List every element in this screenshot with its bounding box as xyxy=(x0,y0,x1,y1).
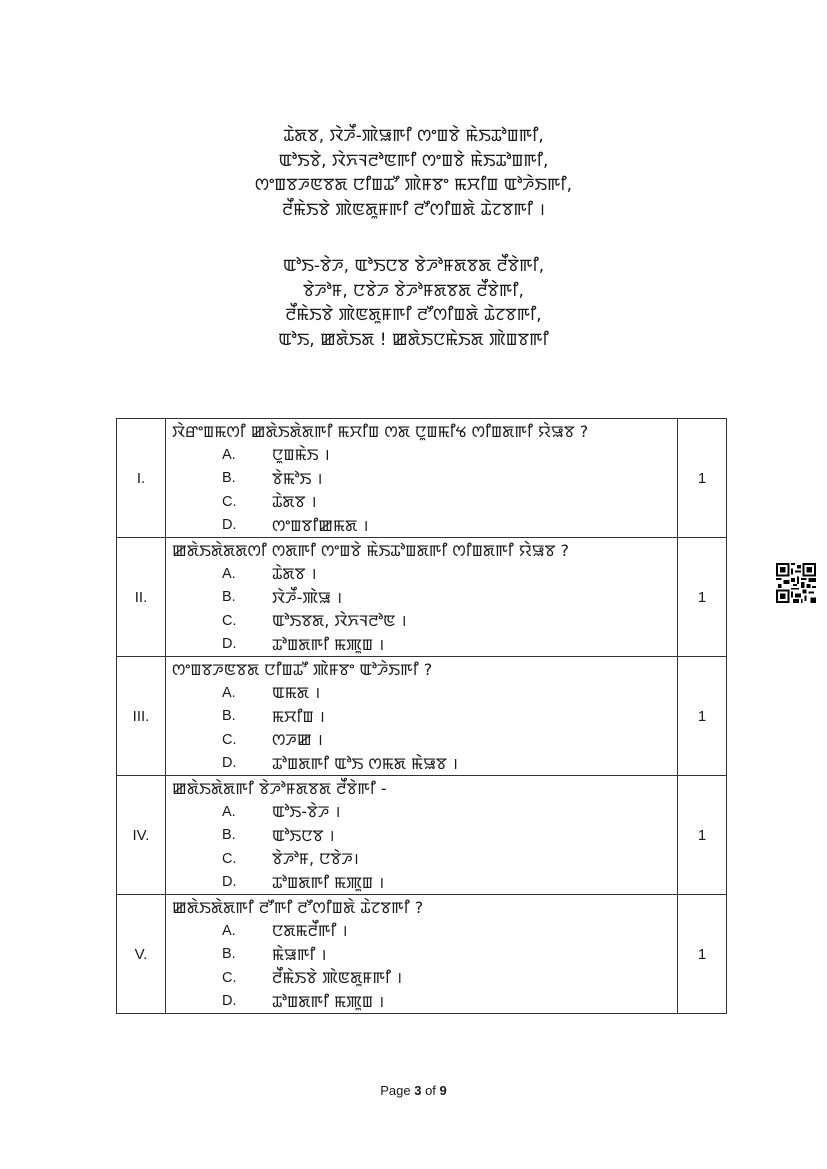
option-text: ꯊꯣꯡꯗꯒꯤ ꯃꯄꯨꯡ । xyxy=(272,872,385,892)
option-list xyxy=(166,800,677,894)
option-text: ꯁꯍꯀ । xyxy=(272,730,323,750)
question-body xyxy=(166,538,678,657)
option-text: ꯊꯣꯡꯗꯒꯤ ꯃꯄꯨꯡ । xyxy=(272,991,385,1011)
option-letter: D. xyxy=(222,755,237,772)
option-list xyxy=(166,443,677,537)
option-text: ꯕꯥꯍꯣꯝ, ꯅꯕꯥꯍ। xyxy=(272,849,359,869)
question-table xyxy=(116,418,727,1014)
poem-line: ꯊꯥꯗꯕ, ꯋꯥꯍꯩ-ꯄꯥꯎꯒꯤ ꯁꯦꯡꯕꯥ ꯃꯥꯏꯊꯣꯡꯒꯤ, xyxy=(283,126,544,146)
poem-line: ꯑꯣꯏ-ꯕꯥꯍ, ꯑꯣꯏꯅꯕ ꯕꯥꯍꯣꯝꯗꯕꯗ ꯂꯩꯕꯥꯒꯤ, xyxy=(282,256,545,276)
option-b xyxy=(166,824,677,848)
option-d xyxy=(166,752,677,776)
question-text: ꯀꯗꯥꯏꯗꯥꯗꯗꯁꯤ ꯁꯗꯒꯤ ꯁꯦꯡꯕꯥ ꯃꯥꯏꯊꯣꯡꯗꯒꯤ ꯁꯤꯡꯗꯒꯤ ꯌꯥꯎꯕ ? xyxy=(172,541,570,560)
option-a xyxy=(166,562,677,586)
question-number: IV. xyxy=(117,776,166,895)
option-letter: B. xyxy=(222,946,236,963)
option-letter: A. xyxy=(222,446,236,463)
option-letter: B. xyxy=(222,589,236,606)
question-row xyxy=(117,419,727,538)
question-text: ꯀꯗꯥꯏꯗꯥꯗꯒꯤ ꯕꯥꯍꯣꯝꯗꯕꯗ ꯂꯩꯕꯥꯒꯤ - xyxy=(172,779,387,798)
option-letter: D. xyxy=(222,993,237,1010)
option-b xyxy=(166,943,677,967)
option-text: ꯃꯆꯤꯡ । xyxy=(272,706,325,726)
question-row xyxy=(117,895,727,1014)
question-text: ꯁꯦꯡꯕꯍꯟꯕꯗ ꯅꯤꯡꯊꯧ ꯄꯥꯝꯕꯦ ꯑꯣꯍꯥꯏꯒꯤ ? xyxy=(172,660,433,679)
option-letter: C. xyxy=(222,969,237,986)
question-row xyxy=(117,538,727,657)
option-text: ꯑꯣꯏ-ꯕꯥꯍ । xyxy=(272,802,341,822)
poem-line: ꯑꯣꯏ, ꯀꯗꯥꯏꯗ ! ꯀꯗꯥꯏꯅꯃꯥꯏꯗ ꯄꯥꯡꯕꯒꯤ xyxy=(278,329,549,350)
option-a xyxy=(166,681,677,705)
question-body xyxy=(166,895,678,1014)
option-a xyxy=(166,443,677,467)
qr-code-icon xyxy=(776,563,816,603)
option-letter: C. xyxy=(222,731,237,748)
poem-stanza-1 xyxy=(0,124,827,222)
option-b xyxy=(166,705,677,729)
option-letter: A. xyxy=(222,803,236,820)
option-letter: C. xyxy=(222,850,237,867)
option-c xyxy=(166,847,677,871)
question-row xyxy=(117,657,727,776)
question-text: ꯋꯥꯔꯦꯡꯃꯁꯤ ꯀꯗꯥꯏꯗꯥꯗꯒꯤ ꯃꯆꯤꯡ ꯁꯗ ꯅꯨꯡꯃꯤꯠ ꯁꯤꯡꯗꯒꯤ ꯌꯥꯎꯕ ? xyxy=(172,422,589,441)
question-number: III. xyxy=(117,657,166,776)
option-d xyxy=(166,633,677,657)
option-letter: B. xyxy=(222,827,236,844)
option-d xyxy=(166,990,677,1014)
option-text: ꯅꯨꯡꯃꯥꯏ । xyxy=(272,445,330,465)
page-footer xyxy=(0,1083,827,1098)
option-letter: B. xyxy=(222,708,236,725)
option-text: ꯊꯣꯡꯗꯒꯤ ꯑꯣꯏ ꯁꯃꯗ ꯃꯥꯎꯕ । xyxy=(272,753,458,773)
option-text: ꯕꯥꯃꯣꯏ । xyxy=(272,468,323,488)
question-row xyxy=(117,776,727,895)
option-a xyxy=(166,800,677,824)
option-list xyxy=(166,681,677,775)
option-letter: A. xyxy=(222,565,236,582)
poem-line: ꯑꯣꯏꯕꯥ, ꯋꯥꯈꯜꯂꯣꯟꯒꯤ ꯁꯦꯡꯕꯥ ꯃꯥꯏꯊꯣꯡꯒꯤ, xyxy=(278,150,549,171)
option-text: ꯑꯃꯗ । xyxy=(272,683,321,703)
current-page: 3 xyxy=(414,1083,422,1098)
poem-line: ꯂꯩꯃꯥꯏꯕꯥ ꯄꯥꯟꯗꯨꯝꯒꯤ ꯂꯧꯁꯤꯡꯗꯥ ꯊꯥꯖꯕꯒꯤ, xyxy=(285,305,542,325)
question-number: I. xyxy=(117,419,166,538)
option-d xyxy=(166,871,677,895)
option-text: ꯂꯩꯃꯥꯏꯕꯥ ꯄꯥꯟꯗꯨꯝꯒꯤ । xyxy=(272,968,403,988)
option-text: ꯊꯥꯗꯕ । xyxy=(272,492,317,512)
option-text: ꯁꯦꯡꯕꯤꯀꯃꯗ । xyxy=(272,515,369,535)
option-letter: C. xyxy=(222,612,237,629)
option-d xyxy=(166,514,677,538)
option-letter: B. xyxy=(222,470,236,487)
option-a xyxy=(166,919,677,943)
question-number: II. xyxy=(117,538,166,657)
option-letter: A. xyxy=(222,922,236,939)
option-text: ꯊꯣꯡꯗꯒꯤ ꯃꯄꯨꯡ । xyxy=(272,634,385,654)
poem-line: ꯁꯦꯡꯕꯍꯟꯕꯗ ꯅꯤꯡꯊꯧ ꯄꯥꯝꯕꯦ ꯃꯆꯤꯡ ꯑꯣꯍꯥꯏꯒꯤ, xyxy=(254,175,573,195)
option-text: ꯊꯥꯗꯕ । xyxy=(272,564,317,584)
question-body xyxy=(166,657,678,776)
option-b xyxy=(166,586,677,610)
question-body xyxy=(166,776,678,895)
question-marks: 1 xyxy=(678,538,727,657)
total-pages: 9 xyxy=(439,1083,447,1098)
option-text: ꯅꯗꯃꯂꯩꯒꯤ । xyxy=(272,921,348,941)
of-word: of xyxy=(425,1083,436,1098)
option-c xyxy=(166,490,677,514)
question-body xyxy=(166,419,678,538)
question-text: ꯀꯗꯥꯏꯗꯥꯗꯒꯤ ꯂꯧꯒꯤ ꯂꯧꯁꯤꯡꯗꯥ ꯊꯥꯖꯕꯒꯤ ? xyxy=(172,898,424,917)
option-c xyxy=(166,728,677,752)
option-c xyxy=(166,609,677,633)
option-letter: D. xyxy=(222,874,237,891)
option-letter: A. xyxy=(222,684,236,701)
poem-line: ꯕꯥꯍꯣꯝ, ꯅꯕꯥꯍ ꯕꯥꯍꯣꯝꯗꯕꯗ ꯂꯩꯕꯥꯒꯤ, xyxy=(303,280,524,301)
option-text: ꯋꯥꯍꯩ-ꯄꯥꯎ । xyxy=(272,587,343,607)
question-marks: 1 xyxy=(678,657,727,776)
poem-stanza-2 xyxy=(0,254,827,352)
option-c xyxy=(166,966,677,990)
option-list xyxy=(166,919,677,1013)
page-word: Page xyxy=(380,1083,411,1098)
question-number: V. xyxy=(117,895,166,1014)
option-letter: C. xyxy=(222,493,237,510)
option-list xyxy=(166,562,677,656)
option-b xyxy=(166,467,677,491)
option-text: ꯃꯥꯎꯒꯤ । xyxy=(272,944,327,964)
question-marks: 1 xyxy=(678,895,727,1014)
question-marks: 1 xyxy=(678,419,727,538)
option-text: ꯑꯣꯏꯕꯗ, ꯋꯥꯈꯜꯂꯣꯟ । xyxy=(272,611,407,631)
question-marks: 1 xyxy=(678,776,727,895)
poem-line: ꯂꯩꯃꯥꯏꯕꯥ ꯄꯥꯟꯗꯨꯝꯒꯤ ꯂꯧꯁꯤꯡꯗꯥ ꯊꯥꯖꯕꯒꯤ । xyxy=(282,199,545,220)
option-text: ꯑꯣꯏꯅꯕ । xyxy=(272,825,335,845)
option-letter: D. xyxy=(222,517,237,534)
option-letter: D. xyxy=(222,636,237,653)
